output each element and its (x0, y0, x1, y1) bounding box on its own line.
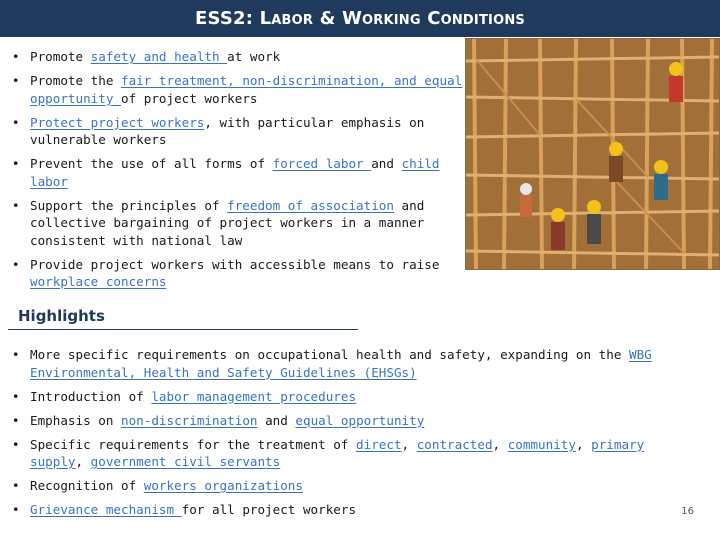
highlight-item (10, 477, 665, 495)
highlight-text: , (75, 454, 91, 469)
highlight-text: and (257, 412, 296, 428)
objective-link[interactable]: forced labor (272, 156, 372, 171)
highlight-link[interactable]: workers organizations (143, 478, 303, 493)
highlights-divider (8, 329, 358, 330)
objective-link[interactable]: fair treatment, non-discrimination, and equal opportunity (30, 73, 463, 106)
highlight-text: Recognition of (30, 478, 144, 493)
objective-item (10, 72, 470, 107)
highlight-text: More specific requirements on occupational health and safety, expanding on the (30, 347, 629, 362)
objective-text: Prevent the use of all forms of (30, 156, 273, 171)
objective-link[interactable]: child labor (30, 156, 440, 189)
objective-link[interactable]: freedom of association (227, 197, 394, 213)
highlight-text: Emphasis on (30, 412, 121, 428)
construction-workers-photo (465, 38, 720, 270)
objective-text: Provide project workers with accessible means to raise (30, 256, 440, 272)
objective-text: and (371, 156, 402, 171)
highlight-link[interactable]: primary supply (30, 436, 645, 469)
objective-text: Support the principles of (30, 197, 228, 213)
highlight-link[interactable]: non-discrimination (121, 412, 258, 428)
highlight-text: , (492, 436, 508, 452)
highlight-text: , (401, 436, 417, 452)
highlight-link[interactable]: community (507, 436, 576, 452)
highlight-text: for all project workers (181, 502, 357, 517)
highlights-list (10, 346, 665, 525)
objective-item (10, 114, 470, 149)
highlight-link[interactable]: government civil servants (90, 454, 281, 469)
objective-item (10, 155, 470, 190)
highlight-item (10, 436, 665, 471)
objective-text: Promote (30, 49, 91, 64)
highlight-item (10, 501, 665, 519)
highlight-item (10, 388, 665, 406)
objective-link[interactable]: Protect project workers (30, 114, 205, 130)
page-number: 16 (681, 506, 694, 517)
objective-text: Promote the (30, 73, 121, 88)
highlight-link[interactable]: direct (356, 436, 402, 452)
objective-text: , with particular emphasis on vulnerable workers (30, 114, 425, 147)
highlight-link[interactable]: WBG Environmental, Health and Safety Guidelines (EHSGs) (30, 347, 652, 380)
title-bar (0, 0, 720, 37)
objective-item (10, 48, 470, 66)
highlight-link[interactable]: labor management procedures (151, 388, 357, 404)
objective-item (10, 197, 470, 250)
highlight-link[interactable]: contracted (416, 436, 493, 452)
highlight-item (10, 412, 665, 430)
highlight-text: Specific requirements for the treatment of (30, 436, 357, 452)
objective-text: at work (227, 49, 281, 64)
highlight-item (10, 346, 665, 381)
highlight-link[interactable]: equal opportunity (295, 412, 425, 428)
highlight-text: Introduction of (30, 388, 152, 404)
objective-text: of project workers (121, 90, 258, 106)
highlight-link[interactable]: Grievance mechanism (30, 502, 182, 517)
objective-link[interactable]: workplace concerns (30, 274, 167, 289)
highlight-text: , (575, 436, 592, 452)
objectives-list (10, 48, 470, 297)
slide-title: ESS2: Labor & Working Conditions (195, 8, 525, 29)
objective-item (10, 256, 470, 291)
objective-text: and collective bargaining of project workers in a manner consistent with national law (30, 197, 425, 248)
objective-link[interactable]: safety and health (90, 49, 228, 64)
highlights-heading: Highlights (18, 307, 105, 325)
